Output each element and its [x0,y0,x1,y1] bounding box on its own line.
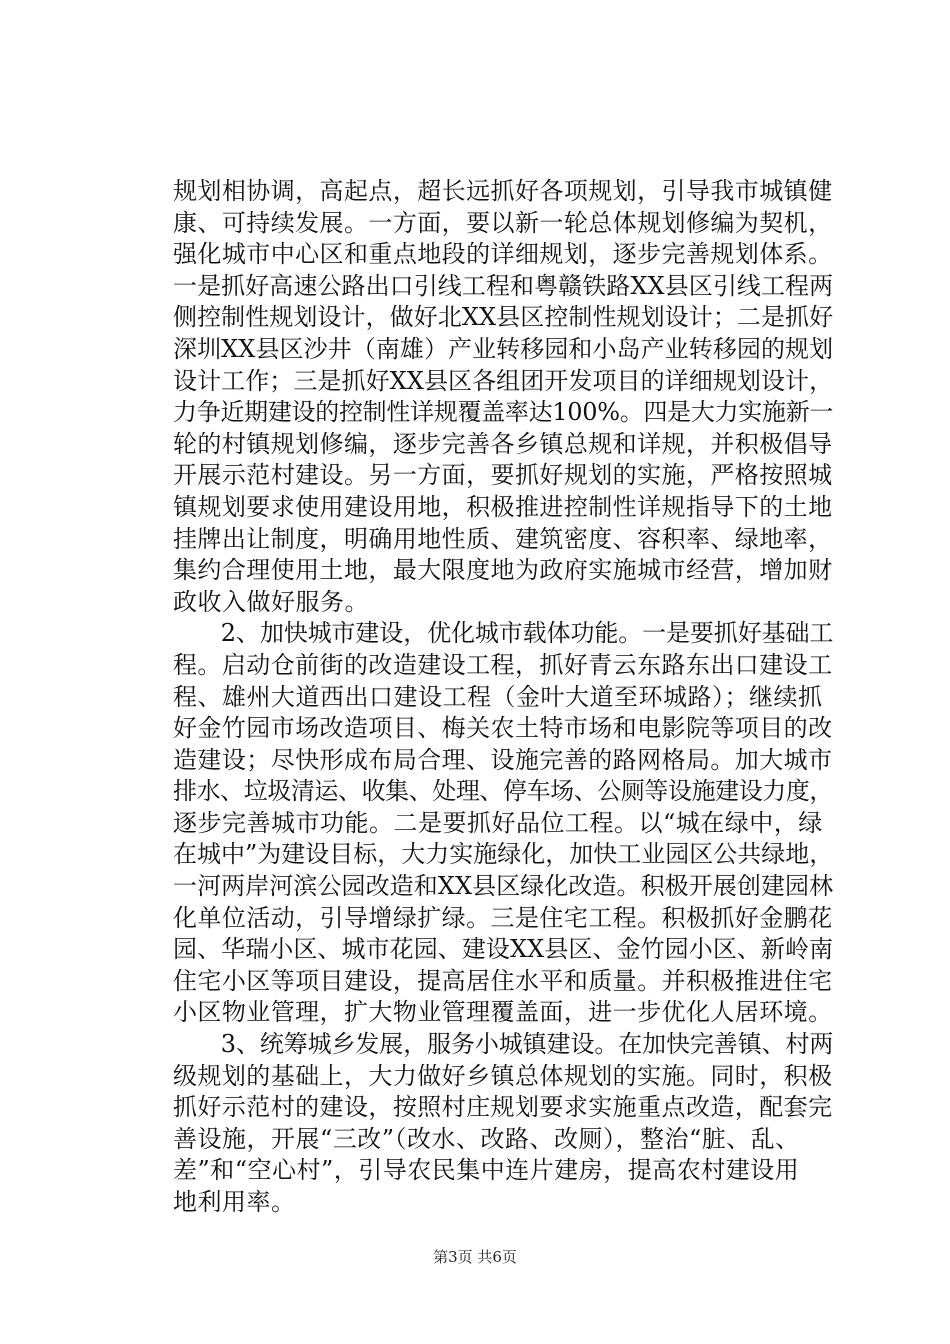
text-line: 园、华瑞小区、城市花园、建设XX县区、金竹园小区、新岭南 [173,935,834,964]
text-line: 程、雄州大道西出口建设工程（金叶大道至环城路）；继续抓 [173,682,823,711]
text-line: 化单位活动，引导增绿扩绿。三是住宅工程。积极抓好金鹏花 [173,903,833,932]
text-line: 造建设；尽快形成布局合理、设施完善的路网格局。加大城市 [173,745,833,774]
text-line: 一河两岸河滨公园改造和XX县区绿化改造。积极开展创建园林 [173,872,834,901]
text-line: 轮的村镇规划修编，逐步完善各乡镇总规和详规，并积极倡导 [173,429,833,458]
text-line: 3、统筹城乡发展，服务小城镇建设。在加快完善镇、村两 [173,1030,834,1059]
text-line: 规划相协调，高起点，超长远抓好各项规划，引导我市城镇健 [173,177,833,205]
text-line: 逐步完善城市功能。二是要抓好品位工程。以“城在绿中，绿 [173,808,823,837]
text-line: 程。启动仓前街的改造建设工程，抓好青云东路东出口建设工 [173,650,833,679]
text-line: 深圳XX县区沙井（南雄）产业转移园和小岛产业转移园的规划 [173,334,834,363]
text-line: 镇规划要求使用建设用地，积极推进控制性详规指导下的土地 [173,492,833,521]
text-line: 康、可持续发展。一方面，要以新一轮总体规划修编为契机， [173,208,833,237]
text-line: 政收入做好服务。 [173,587,369,616]
text-line: 差”和“空心村”，引导农民集中连片建房，提高农村建设用 [173,1156,800,1185]
text-line: 强化城市中心区和重点地段的详细规划，逐步完善规划体系。 [173,240,833,269]
text-line: 地利用率。 [173,1188,296,1216]
text-line: 在城中”为建设目标，大力实施绿化，加快工业园区公共绿地， [173,840,834,869]
text-line: 排水、垃圾清运、收集、处理、停车场、公厕等设施建设力度， [173,777,833,806]
text-line: 一是抓好高速公路出口引线工程和粤赣铁路XX县区引线工程两 [173,271,834,300]
text-line: 级规划的基础上，大力做好乡镇总体规划的实施。同时，积极 [173,1061,833,1090]
text-line: 侧控制性规划设计，做好北XX县区控制性规划设计；二是抓好 [173,303,834,332]
text-line: 设计工作；三是抓好XX县区各组团开发项目的详细规划设计， [173,366,834,395]
text-line: 力争近期建设的控制性详规覆盖率达100%。四是大力实施新一 [173,398,834,427]
text-line: 挂牌出让制度，明确用地性质、建筑密度、容积率、绿地率， [173,524,833,553]
text-line: 开展示范村建设。另一方面，要抓好规划的实施，严格按照城 [173,461,833,490]
body-text [173,176,833,1219]
text-line: 2、加快城市建设，优化城市载体功能。一是要抓好基础工 [173,619,834,648]
text-line: 善设施，开展“三改”（改水、改路、改厕），整治“脏、乱、 [173,1124,800,1153]
text-line: 小区物业管理，扩大物业管理覆盖面，进一步优化人居环境。 [173,998,833,1027]
page-number-footer: 第3页 共6页 [433,1248,517,1266]
text-line: 集约合理使用土地，最大限度地为政府实施城市经营，增加财 [173,556,833,585]
text-line: 好金竹园市场改造项目、梅关农土特市场和电影院等项目的改 [173,714,833,743]
text-line: 住宅小区等项目建设，提高居住水平和质量。并积极推进住宅 [173,966,833,995]
text-line: 抓好示范村的建设，按照村庄规划要求实施重点改造，配套完 [173,1093,833,1122]
